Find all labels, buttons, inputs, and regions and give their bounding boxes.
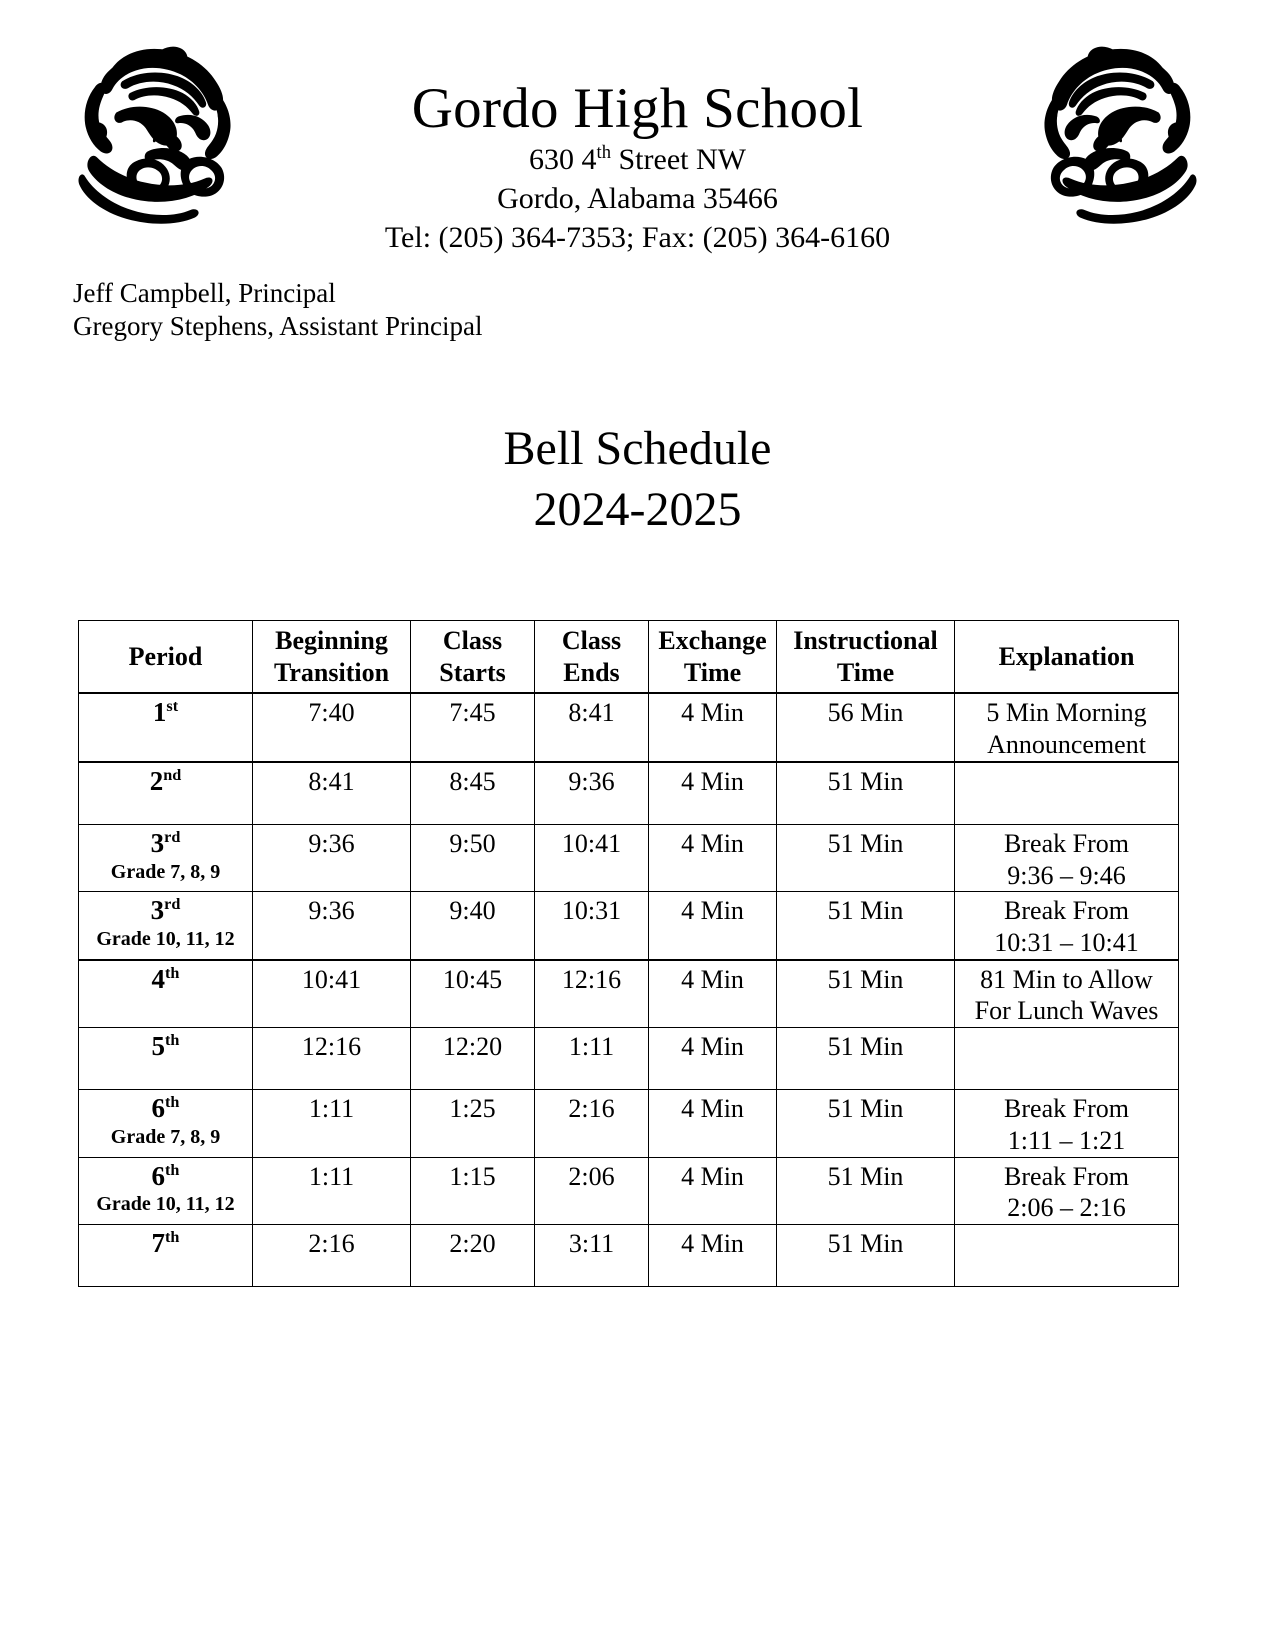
explanation-line1: Break From [1004, 1161, 1129, 1191]
column-header-class-starts-line1: Class [442, 626, 503, 655]
cell-class-starts: 10:45 [411, 960, 535, 1028]
period-number: 7 [151, 1228, 166, 1259]
cell-period [79, 1157, 253, 1224]
cell-explanation [955, 1090, 1179, 1157]
cell-exchange-time: 4 Min [649, 960, 777, 1028]
cell-class-starts: 9:40 [411, 892, 535, 960]
explanation-line1: 5 Min Morning [986, 698, 1147, 728]
column-header-beginning-transition-line1: Beginning [275, 626, 388, 655]
column-header-class-starts [411, 621, 535, 694]
explanation-line1: Break From [1004, 896, 1129, 926]
table-header-row [79, 621, 1179, 694]
table-row [79, 1157, 1179, 1224]
administration-block [73, 277, 482, 343]
column-header-explanation [955, 621, 1179, 694]
explanation-line2: 10:31 – 10:41 [994, 928, 1139, 958]
period-grade-note: Grade 7, 8, 9 [110, 1125, 221, 1148]
cell-beginning-transition: 12:16 [253, 1028, 411, 1090]
page-title [0, 418, 1275, 541]
explanation-line1: Break From [1004, 1094, 1129, 1124]
street-name-text: Street NW [611, 142, 746, 176]
assistant-principal-name: Gregory Stephens, Assistant Principal [73, 311, 483, 342]
cell-exchange-time: 4 Min [649, 1028, 777, 1090]
cell-period [79, 693, 253, 761]
cell-explanation [955, 693, 1179, 761]
period-label [151, 895, 181, 925]
explanation-line1: Break From [1004, 828, 1129, 858]
cell-instructional-time: 56 Min [777, 693, 955, 761]
cell-exchange-time: 4 Min [649, 693, 777, 761]
cell-instructional-time: 51 Min [777, 1225, 955, 1287]
cell-explanation [955, 1157, 1179, 1224]
cell-exchange-time: 4 Min [649, 1225, 777, 1287]
cell-period [79, 960, 253, 1028]
cell-instructional-time: 51 Min [777, 960, 955, 1028]
table-row [79, 892, 1179, 960]
cell-class-starts: 7:45 [411, 693, 535, 761]
explanation-line2: For Lunch Waves [974, 996, 1159, 1026]
cell-period [79, 1225, 253, 1287]
explanation-line2: 9:36 – 9:46 [1007, 860, 1126, 890]
cell-class-starts: 12:20 [411, 1028, 535, 1090]
column-header-instructional-time-line1: Instructional [793, 626, 938, 655]
period-label [152, 1031, 180, 1061]
cell-period [79, 1028, 253, 1090]
ordinal-suffix: th [596, 141, 611, 163]
period-ordinal: st [166, 697, 179, 716]
green-wave-mascot-logo [1028, 30, 1223, 230]
cell-explanation [955, 892, 1179, 960]
cell-class-starts: 2:20 [411, 1225, 535, 1287]
period-number: 4 [151, 963, 166, 994]
period-grade-note: Grade 7, 8, 9 [110, 860, 221, 883]
cell-instructional-time: 51 Min [777, 824, 955, 891]
column-header-exchange-time-line2: Time [683, 657, 742, 687]
document-school-year: 2024-2025 [533, 483, 742, 537]
cell-exchange-time: 4 Min [649, 892, 777, 960]
cell-instructional-time: 51 Min [777, 1028, 955, 1090]
explanation-line2: Announcement [987, 730, 1146, 760]
period-number: 6 [151, 1160, 166, 1191]
column-header-instructional-time-line2: Time [836, 657, 895, 687]
period-label [150, 766, 182, 796]
cell-explanation [955, 824, 1179, 891]
period-ordinal: rd [164, 895, 181, 914]
period-label [152, 1093, 180, 1123]
cell-class-starts: 9:50 [411, 824, 535, 891]
period-number: 1 [152, 697, 167, 728]
cell-class-ends: 12:16 [535, 960, 649, 1028]
period-ordinal: th [165, 1228, 180, 1247]
table-row [79, 824, 1179, 891]
bell-schedule-table-wrapper [78, 620, 1178, 1287]
letterhead [0, 0, 1275, 260]
column-header-period-line1: Period [128, 641, 203, 671]
cell-class-ends: 3:11 [535, 1225, 649, 1287]
period-ordinal: th [165, 963, 180, 982]
cell-class-starts: 8:45 [411, 762, 535, 825]
cell-instructional-time: 51 Min [777, 762, 955, 825]
cell-period [79, 892, 253, 960]
cell-class-ends: 8:41 [535, 693, 649, 761]
table-row [79, 960, 1179, 1028]
cell-beginning-transition: 9:36 [253, 824, 411, 891]
table-body [79, 693, 1179, 1286]
cell-explanation [955, 960, 1179, 1028]
cell-beginning-transition: 2:16 [253, 1225, 411, 1287]
cell-class-ends: 2:16 [535, 1090, 649, 1157]
column-header-exchange-time-line1: Exchange [658, 626, 767, 655]
period-number: 5 [151, 1031, 166, 1062]
period-label [153, 697, 178, 727]
cell-class-ends: 10:31 [535, 892, 649, 960]
period-label [151, 828, 181, 858]
school-contact-line: Tel: (205) 364-7353; Fax: (205) 364-6160 [384, 220, 891, 254]
cell-beginning-transition: 8:41 [253, 762, 411, 825]
cell-beginning-transition: 10:41 [253, 960, 411, 1028]
cell-exchange-time: 4 Min [649, 762, 777, 825]
table-row [79, 762, 1179, 825]
explanation-line1: 81 Min to Allow [980, 964, 1153, 994]
cell-class-ends: 10:41 [535, 824, 649, 891]
cell-beginning-transition: 1:11 [253, 1090, 411, 1157]
cell-exchange-time: 4 Min [649, 1090, 777, 1157]
period-label [152, 1161, 180, 1191]
school-name: Gordo High School [411, 77, 864, 140]
column-header-beginning-transition-line2: Transition [273, 657, 390, 687]
principal-name: Jeff Campbell, Principal [73, 278, 336, 308]
column-header-class-starts-line2: Starts [439, 657, 506, 687]
column-header-class-ends-line1: Class [561, 626, 622, 655]
green-wave-mascot-logo [52, 30, 247, 230]
period-number: 6 [151, 1093, 166, 1124]
period-label [152, 964, 180, 994]
table-row [79, 693, 1179, 761]
cell-explanation [955, 1225, 1179, 1287]
cell-beginning-transition: 7:40 [253, 693, 411, 761]
cell-instructional-time: 51 Min [777, 892, 955, 960]
cell-exchange-time: 4 Min [649, 1157, 777, 1224]
cell-class-ends: 2:06 [535, 1157, 649, 1224]
school-city-state-zip: Gordo, Alabama 35466 [497, 181, 778, 215]
explanation-line2: 1:11 – 1:21 [1007, 1125, 1126, 1155]
cell-beginning-transition: 9:36 [253, 892, 411, 960]
cell-period [79, 762, 253, 825]
cell-explanation [955, 1028, 1179, 1090]
column-header-exchange-time [649, 621, 777, 694]
cell-instructional-time: 51 Min [777, 1090, 955, 1157]
period-number: 2 [149, 765, 164, 796]
period-ordinal: nd [163, 765, 182, 784]
explanation-line2: 2:06 – 2:16 [1007, 1193, 1126, 1223]
cell-exchange-time: 4 Min [649, 824, 777, 891]
cell-class-ends: 1:11 [535, 1028, 649, 1090]
period-number: 3 [150, 895, 165, 926]
cell-explanation [955, 762, 1179, 825]
column-header-class-ends-line2: Ends [563, 657, 620, 687]
period-ordinal: th [165, 1031, 180, 1050]
column-header-beginning-transition [253, 621, 411, 694]
period-number: 3 [150, 827, 165, 858]
table-header [79, 621, 1179, 694]
period-grade-note: Grade 10, 11, 12 [96, 928, 235, 951]
cell-period [79, 1090, 253, 1157]
cell-class-ends: 9:36 [535, 762, 649, 825]
column-header-explanation-line1: Explanation [998, 641, 1135, 671]
table-row [79, 1028, 1179, 1090]
period-ordinal: th [165, 1093, 180, 1112]
period-grade-note: Grade 10, 11, 12 [96, 1193, 235, 1216]
period-ordinal: rd [164, 827, 181, 846]
cell-period [79, 824, 253, 891]
bell-schedule-table [78, 620, 1179, 1287]
cell-instructional-time: 51 Min [777, 1157, 955, 1224]
cell-beginning-transition: 1:11 [253, 1157, 411, 1224]
school-street-address [255, 140, 1020, 179]
table-row [79, 1090, 1179, 1157]
document-title: Bell Schedule [503, 422, 772, 475]
column-header-period [79, 621, 253, 694]
table-row [79, 1225, 1179, 1287]
column-header-instructional-time [777, 621, 955, 694]
school-identity-block [255, 78, 1020, 257]
period-label [152, 1228, 180, 1258]
street-number-text: 630 4 [529, 142, 597, 176]
cell-class-starts: 1:15 [411, 1157, 535, 1224]
column-header-class-ends [535, 621, 649, 694]
period-ordinal: th [165, 1160, 180, 1179]
cell-class-starts: 1:25 [411, 1090, 535, 1157]
